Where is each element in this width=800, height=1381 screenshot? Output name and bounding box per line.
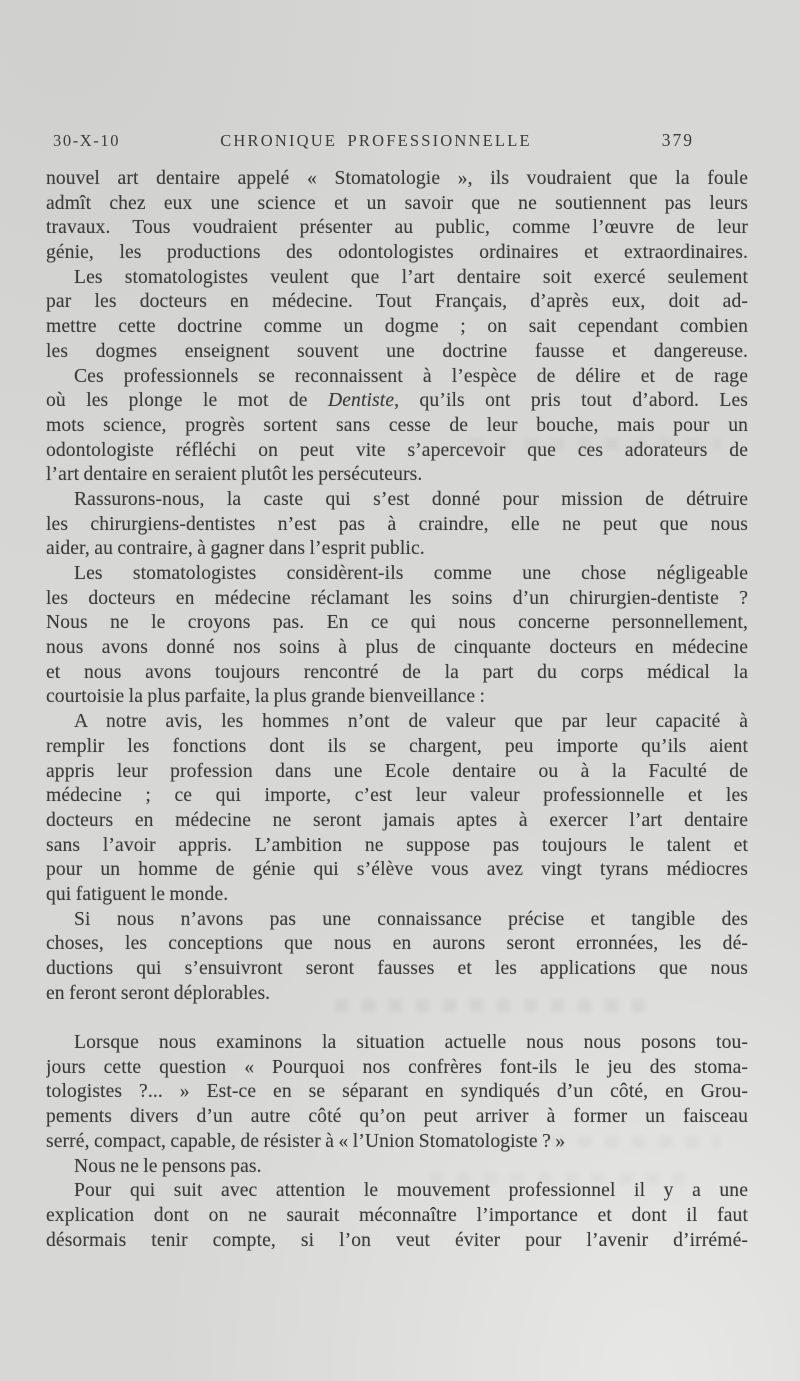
page-body bbox=[46, 167, 748, 1253]
text-line: admît chez eux une science et un savoir que ne soutiennent pas leurs bbox=[46, 192, 748, 214]
text-line: désormais tenir compte, si l’on veut éviter pour l’avenir d’irrémé- bbox=[46, 1229, 748, 1251]
text-line: travaux. Tous voudraient présenter au public, comme l’œuvre de leur bbox=[46, 217, 748, 239]
text-line: par les docteurs en médecine. Tout Français, d’après eux, doit ad- bbox=[46, 291, 748, 313]
text-line: médecine ; ce qui importe, c’est leur valeur professionnelle et les bbox=[46, 785, 748, 807]
text-line: Les stomatologistes veulent que l’art dentaire soit exercé seulement bbox=[74, 266, 748, 288]
text-line: pour un homme de génie qui s’élève vous avez vingt tyrans médiocres bbox=[46, 859, 748, 881]
text-line: odontologiste réfléchi on peut vite s’apercevoir que ces adorateurs de bbox=[46, 439, 748, 461]
text-segment: , qu’ils ont pris tout d’abord. Les bbox=[394, 390, 748, 412]
text-line: appris leur profession dans une Ecole dentaire ou à la Faculté de bbox=[46, 760, 748, 782]
text-line: génie, les productions des odontologistes ordinaires et extraordinaires. bbox=[46, 242, 748, 264]
paragraph bbox=[46, 710, 748, 908]
text-line: Pour qui suit avec attention le mouvement professionnel il y a une bbox=[74, 1180, 748, 1202]
text-line: tologistes ?... » Est-ce en se séparant en syndiqués d’un côté, en Grou- bbox=[46, 1081, 748, 1103]
paragraph bbox=[46, 167, 748, 266]
header-date: 30-X-10 bbox=[53, 131, 121, 150]
text-line bbox=[46, 389, 748, 414]
text-line: pements divers d’un autre côté qu’on peut arriver à former un faisceau bbox=[46, 1106, 748, 1128]
text-line: Les stomatologistes considèrent-ils comme une chose négligeable bbox=[74, 563, 748, 584]
text-line: remplir les fonctions dont ils se chargent, peu importe qu’ils aient bbox=[46, 735, 748, 757]
paragraph bbox=[46, 365, 748, 488]
text-line: jours cette question « Pourquoi nos confrères font-ils le jeu des stoma- bbox=[46, 1056, 748, 1078]
text-line: courtoisie la plus parfaite, la plus grande bienveillance : bbox=[46, 686, 486, 708]
text-line: sans l’avoir appris. L’ambition ne suppose pas toujours le talent et bbox=[46, 834, 748, 856]
text-line: aider, au contraire, à gagner dans l’esprit public. bbox=[46, 538, 425, 560]
header-page-number: 379 bbox=[661, 130, 694, 150]
text-line: Nous ne le pensons pas. bbox=[74, 1155, 262, 1177]
text-line: nous avons donné nos soins à plus de cinquante docteurs en médecine bbox=[46, 637, 748, 659]
text-line: mettre cette doctrine comme un dogme ; on sait cependant combien bbox=[46, 316, 748, 338]
paragraph bbox=[46, 1155, 748, 1180]
paragraph bbox=[46, 1031, 748, 1154]
text-line: A notre avis, les hommes n’ont de valeur que par leur capacité à bbox=[74, 711, 748, 733]
paragraph bbox=[46, 562, 748, 710]
text-line: Lorsque nous examinons la situation actuelle nous nous posons tou- bbox=[74, 1032, 748, 1054]
text-line: nouvel art dentaire appelé « Stomatologie », ils voudraient que la foule bbox=[46, 168, 748, 189]
paragraph bbox=[46, 908, 748, 1007]
text-line: Si nous n’avons pas une connaissance précise et tangible des bbox=[74, 908, 748, 930]
text-line: les docteurs en médecine réclamant les soins d’un chirurgien-dentiste ? bbox=[46, 587, 748, 609]
text-line: docteurs en médecine ne seront jamais aptes à exercer l’art dentaire bbox=[46, 809, 748, 831]
text-line: l’art dentaire en seraient plutôt les persécuteurs. bbox=[46, 464, 423, 486]
paragraph bbox=[46, 1179, 748, 1253]
text-line: serré, compact, capable, de résister à « l’Union Stomatologiste ? » bbox=[46, 1130, 566, 1152]
text-line: Rassurons-nous, la caste qui s’est donné pour mission de détruire bbox=[74, 488, 748, 510]
text-line: qui fatiguent le monde. bbox=[46, 883, 229, 905]
text-line: choses, les conceptions que nous en aurons seront erronnées, les dé- bbox=[46, 933, 748, 955]
text-line: ductions qui s’ensuivront seront fausses et les applications que nous bbox=[46, 958, 748, 979]
text-line: en feront seront déplorables. bbox=[46, 982, 271, 1004]
paragraph bbox=[46, 488, 748, 562]
text-line: et nous avons toujours rencontré de la part du corps médical la bbox=[46, 661, 748, 683]
text-line: mots science, progrès sortent sans cesse de leur bouche, mais pour un bbox=[46, 414, 748, 436]
running-head bbox=[46, 131, 748, 155]
text-line: explication dont on ne saurait méconnaître l’importance et dont il faut bbox=[46, 1204, 748, 1226]
text-line: Nous ne le croyons pas. En ce qui nous concerne personnellement, bbox=[46, 612, 748, 634]
text-line: Ces professionnels se reconnaissent à l’espèce de délire et de rage bbox=[74, 365, 748, 387]
italic-term: Dentiste bbox=[328, 390, 395, 412]
text-line: les chirurgiens-dentistes n’est pas à craindre, elle ne peut que nous bbox=[46, 513, 748, 535]
header-title: CHRONIQUE PROFESSIONNELLE bbox=[220, 131, 532, 150]
paragraph bbox=[46, 266, 748, 365]
text-line: les dogmes enseignent souvent une doctrine fausse et dangereuse. bbox=[46, 340, 748, 362]
text-segment: où les plonge le mot de bbox=[46, 390, 329, 412]
